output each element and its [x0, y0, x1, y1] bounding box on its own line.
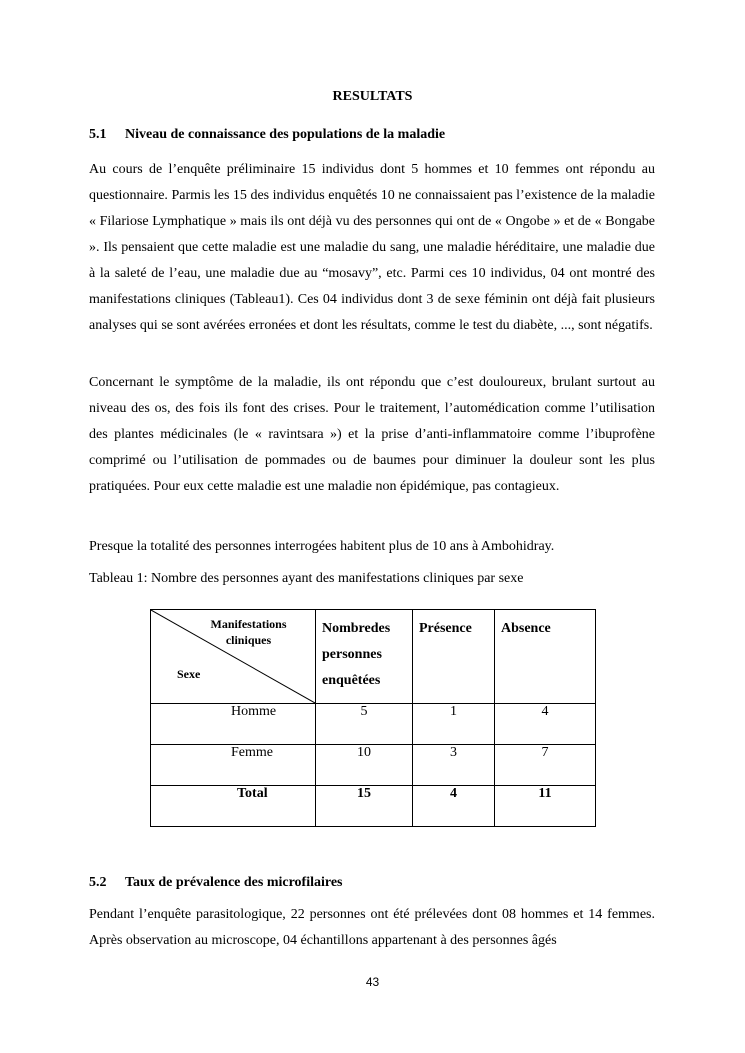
- cell-absence: 11: [495, 786, 596, 827]
- table-row: [151, 704, 596, 745]
- diagonal-header-cell: [151, 610, 316, 704]
- page-number: 43: [365, 975, 380, 989]
- page-heading: RESULTATS: [332, 89, 413, 104]
- paragraph-3: Presque la totalité des personnes interrogées habitent plus de 10 ans à Ambohidray.: [89, 539, 555, 554]
- header-count: Nombredes personnes enquêtées: [316, 610, 413, 704]
- section-heading-5-2: [89, 875, 343, 891]
- section-number: 5.2: [89, 875, 107, 890]
- table-total-row: [151, 786, 596, 827]
- paragraph-2: Concernant le symptôme de la maladie, ils ont répondu que c’est douloureux, brulant surtout au niveau des os, des fois ils font des crises. Pour le traitement, l’automédication comme l’utilisation des plantes médicinales (le « ravintsara ») et la prise d’anti-inflammatoire comme l’ibuprofène comprimé ou l’utilisation de pommades ou de baumes pour diminuer la douleur sont les plus pratiquées. Pour eux cette maladie est une maladie non épidémique, pas contagieux.: [89, 375, 655, 494]
- table-caption: Tableau 1: Nombre des personnes ayant des manifestations cliniques par sexe: [89, 571, 524, 586]
- cell-count: 10: [316, 745, 413, 786]
- header-absence: Absence: [495, 610, 596, 704]
- row-label: Femme: [151, 745, 316, 786]
- paragraph-4: Pendant l’enquête parasitologique, 22 personnes ont été prélevées dont 08 hommes et 14 femmes. Après observation au microscope, 04 échantillons appartenant à des personnes âgés: [89, 907, 655, 948]
- section-title: Niveau de connaissance des populations de la maladie: [125, 127, 446, 142]
- table-row: [151, 745, 596, 786]
- header-presence: Présence: [413, 610, 495, 704]
- row-label: Total: [151, 786, 316, 827]
- paragraph-1: Au cours de l’enquête préliminaire 15 individus dont 5 hommes et 10 femmes ont répondu au questionnaire. Parmis les 15 des individus enquêtés 10 ne connaissaient pas l’existence de la maladie « Filariose Lymphatique » mais ils ont déjà vu des personnes qui ont de « Ongobe » et de « Bongabe ». Ils pensaient que cette maladie est une maladie du sang, une maladie héréditaire, une maladie due à la saleté de l’eau, une maladie due au “mosavy”, etc. Parmi ces 10 individus, 04 ont montré des manifestations cliniques (Tableau1). Ces 04 individus dont 3 de sexe féminin ont déjà fait plusieurs analyses qui se sont avérées erronées et dont les résultats, comme le test du diabète, ..., sont négatifs.: [89, 162, 655, 333]
- cell-absence: 4: [495, 704, 596, 745]
- section-heading-5-1: [89, 127, 445, 143]
- section-title: Taux de prévalence des microfilaires: [125, 875, 343, 890]
- section-number: 5.1: [89, 127, 107, 142]
- cell-count: 5: [316, 704, 413, 745]
- column-group-label: Manifestations cliniques: [210, 617, 287, 647]
- table-header-row: [151, 610, 596, 704]
- cell-presence: 4: [413, 786, 495, 827]
- clinical-manifestations-table: [150, 609, 596, 827]
- cell-presence: 3: [413, 745, 495, 786]
- cell-count: 15: [316, 786, 413, 827]
- row-group-label: Sexe: [177, 667, 201, 681]
- cell-presence: 1: [413, 704, 495, 745]
- cell-absence: 7: [495, 745, 596, 786]
- row-label: Homme: [151, 704, 316, 745]
